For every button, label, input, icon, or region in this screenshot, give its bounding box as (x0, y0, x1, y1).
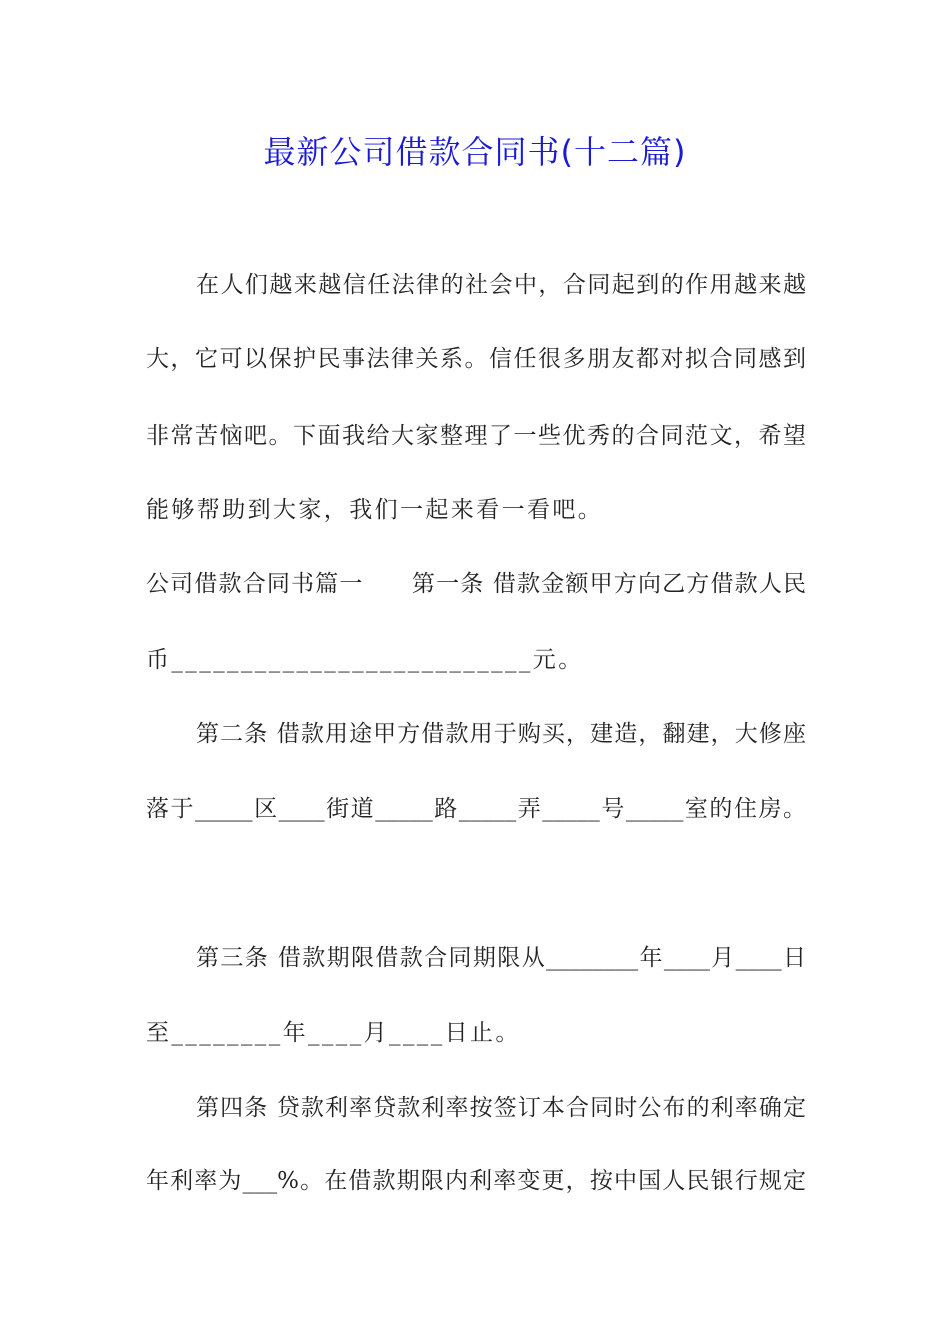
paragraph-line: 第四条 贷款利率贷款利率按签订本合同时公布的利率确定 (196, 1095, 806, 1121)
paragraph-line: 能够帮助到大家，我们一起来看一看吧。 (146, 497, 604, 523)
paragraph-line: 落于_____区____街道_____路_____弄_____号_____室的住房。 (146, 796, 806, 822)
paragraph-line: 第三条 借款期限借款合同期限从________年____月____日 (196, 945, 806, 971)
paragraph-line: 至________年____月____日止。 (146, 1020, 521, 1046)
paragraph-line: 第二条 借款用途甲方借款用于购买，建造，翻建，大修座 (196, 721, 806, 747)
paragraph-line: 大，它可以保护民事法律关系。信任很多朋友都对拟合同感到 (146, 346, 806, 372)
paragraph-line: 年利率为___%。在借款期限内利率变更，按中国人民银行规定 (146, 1168, 806, 1194)
paragraph-line: 币__________________________元。 (146, 647, 584, 673)
paragraph-line: 非常苦恼吧。下面我给大家整理了一些优秀的合同范文，希望 (146, 423, 806, 449)
page-title: 最新公司借款合同书(十二篇) (263, 133, 687, 171)
paragraph-line: 公司借款合同书篇一 第一条 借款金额甲方向乙方借款人民 (146, 571, 806, 597)
paragraph-line: 在人们越来越信任法律的社会中，合同起到的作用越来越 (196, 272, 806, 298)
